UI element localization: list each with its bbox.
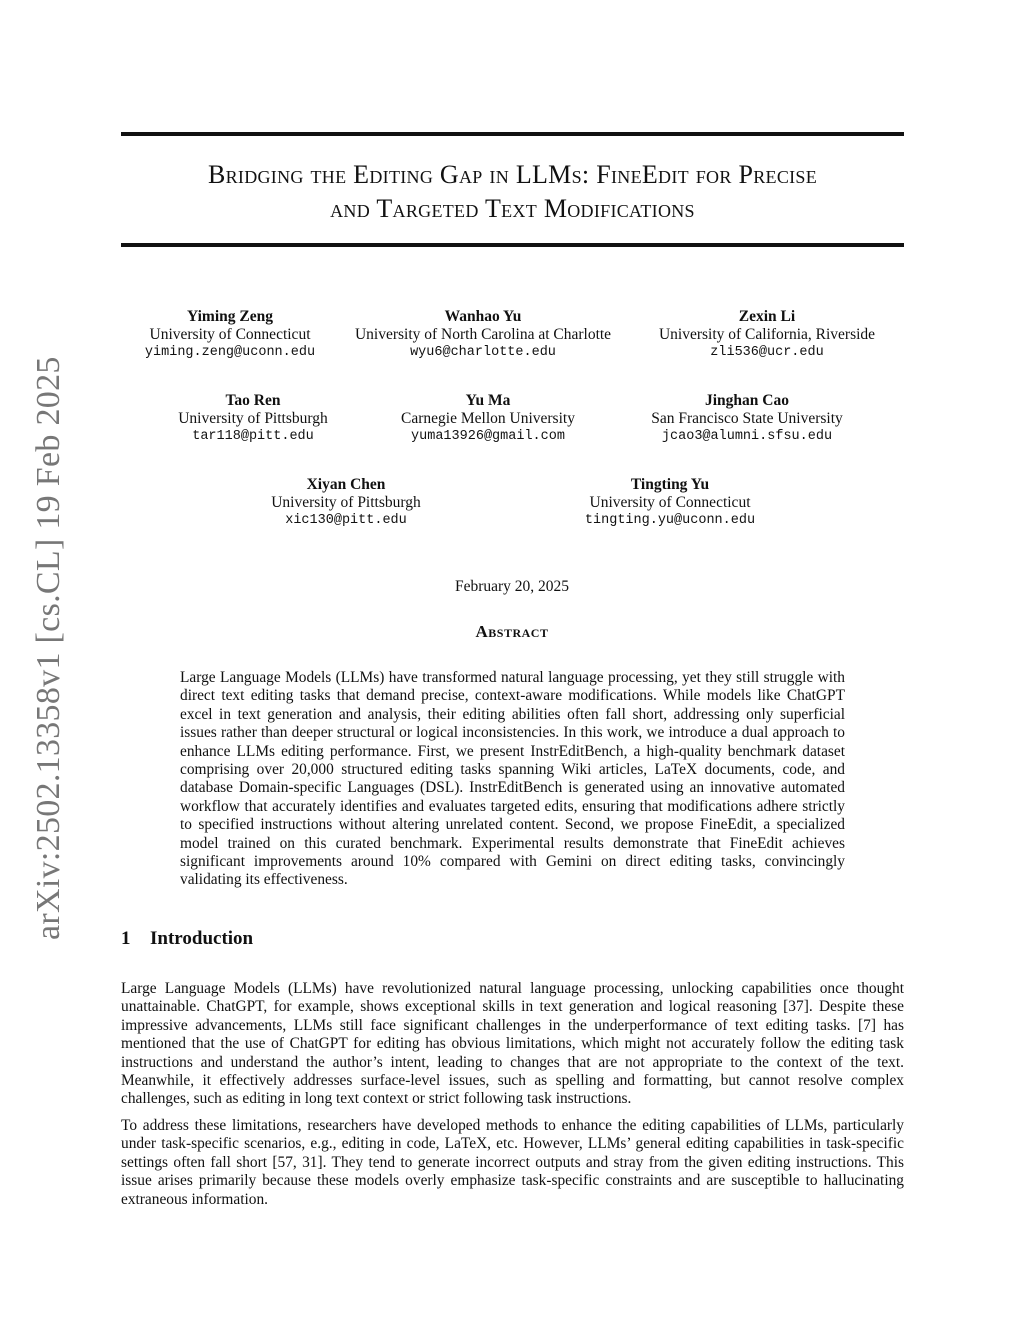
author-email[interactable]: xic130@pitt.edu: [285, 513, 407, 528]
author-name: Tao Ren: [225, 392, 281, 409]
author-block: [323, 308, 643, 362]
author-name: Yiming Zeng: [187, 308, 273, 325]
author-name: Xiyan Chen: [306, 476, 386, 493]
arxiv-sidebar-stamp: arXiv:2502.13358v1 [cs.CL] 19 Feb 2025: [30, 356, 67, 940]
author-email[interactable]: wyu6@charlotte.edu: [410, 345, 556, 360]
paper-title: [121, 158, 904, 226]
author-name: Wanhao Yu: [444, 308, 522, 325]
author-email[interactable]: zli536@ucr.edu: [710, 345, 824, 360]
author-email[interactable]: yiming.zeng@uconn.edu: [144, 345, 316, 360]
publication-date: February 20, 2025: [454, 578, 570, 595]
section-heading: [121, 928, 253, 950]
title-bottom-rule: [121, 243, 904, 247]
author-name: Zexin Li: [738, 308, 796, 325]
author-block: [510, 476, 830, 530]
author-block: [186, 476, 506, 530]
author-affiliation: University of California, Riverside: [658, 326, 876, 343]
author-affiliation: University of Connecticut: [149, 326, 311, 343]
author-email[interactable]: tar118@pitt.edu: [192, 429, 314, 444]
section-number: 1: [121, 928, 131, 949]
author-name: Yu Ma: [465, 392, 511, 409]
author-affiliation: University of Connecticut: [589, 494, 751, 511]
author-affiliation: University of Pittsburgh: [271, 494, 421, 511]
author-email[interactable]: yuma13926@gmail.com: [411, 429, 565, 444]
abstract-text: Large Language Models (LLMs) have transformed natural language processing, yet they still struggle with direct text editing tasks that demand precise, context-aware modifications. While models like ChatGPT excel in text generation and analysis, their editing abilities often fall short, addressing only superficial issues rather than deeper structural or logical inconsistencies. In this work, we introduce a dual approach to enhance LLMs editing performance. First, we present InstrEditBench, a high-quality benchmark dataset comprising over 20,000 structured editing tasks spanning Wiki articles, LaTeX documents, code, and database Domain-specific Languages (DSL). InstrEditBench is generated using an innovative automated workflow that accurately identifies and evaluates targeted edits, ensuring that modifications adhere strictly to specified instructions without altering unrelated content. Second, we propose FineEdit, a specialized model trained on this curated benchmark. Experimental results demonstrate that FineEdit achieves significant improvements around 10% compared with Gemini on direct editing tasks, convincingly validating its effectiveness.: [180, 669, 845, 889]
paragraph: Large Language Models (LLMs) have revolutionized natural language processing, unlocking capabilities once thought unattainable. ChatGPT, for example, shows exceptional skills in text generation and logical reasoning [37]. Despite these impressive advancements, LLMs still face significant challenges in the underperformance of text editing tasks. [7] has mentioned that the use of ChatGPT for editing has obvious limitations, which might not accurately follow the editing task instructions and understand the author’s intent, leading to changes that are not appropriate to the context of the text. Meanwhile, it effectively addresses surface-level issues, such as spelling and formatting, but cannot resolve complex challenges, such as editing in long text context or strict following task instructions.: [121, 980, 904, 1108]
title-top-rule: [121, 132, 904, 136]
author-block: [587, 392, 907, 446]
abstract-heading: Abstract: [475, 622, 549, 641]
section-title: Introduction: [150, 928, 254, 949]
author-affiliation: San Francisco State University: [651, 410, 843, 427]
author-email[interactable]: jcao3@alumni.sfsu.edu: [661, 429, 833, 444]
author-name: Tingting Yu: [630, 476, 710, 493]
author-affiliation: Carnegie Mellon University: [401, 410, 575, 427]
author-affiliation: University of North Carolina at Charlotte: [354, 326, 612, 343]
author-affiliation: University of Pittsburgh: [178, 410, 328, 427]
paragraph: To address these limitations, researchers have developed methods to enhance the editing capabilities of LLMs, particularly under task-specific scenarios, e.g., editing in code, LaTeX, etc. However, LLMs’ general editing capabilities in task-specific settings often fall short [57, 31]. They tend to generate incorrect outputs and stray from the given editing instructions. This issue arises primarily because these models overly emphasize task-specific constraints and are susceptible to hallucinating extraneous information.: [121, 1117, 904, 1208]
paper-title-line-1: Bridging the Editing Gap in LLMs: FineEdit for Precise: [207, 160, 818, 189]
author-block: [607, 308, 927, 362]
author-email[interactable]: tingting.yu@uconn.edu: [584, 513, 756, 528]
paper-title-line-2: and Targeted Text Modifications: [330, 194, 695, 223]
author-name: Jinghan Cao: [705, 392, 789, 409]
